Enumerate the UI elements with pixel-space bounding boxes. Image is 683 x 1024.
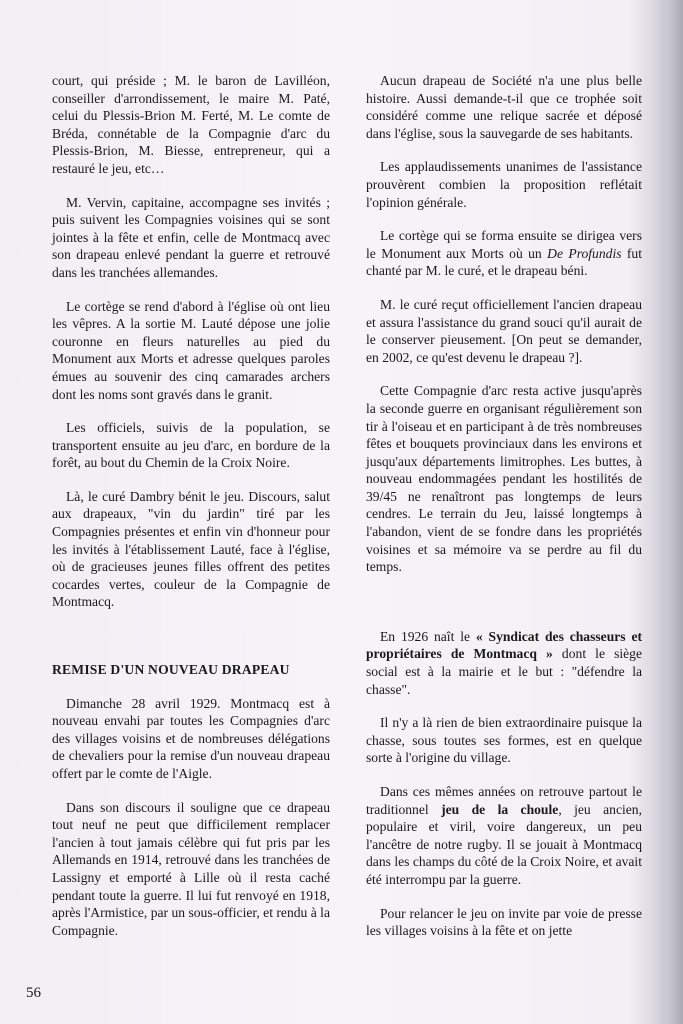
text-run: En 1926 naît le bbox=[380, 628, 476, 644]
paragraph: Pour relancer le jeu on invite par voie de presse les villages voisins à la fête et on jette bbox=[366, 905, 642, 939]
paragraph: Dimanche 28 avril 1929. Montmacq est à nouveau envahi par toutes les Compagnies d'arc des villages voisins et de nombreuses délégations de chevaliers pour la remise d'un nouveau drapeau offert par le comte de l'Aigle. bbox=[52, 695, 330, 781]
text-run: dont le siège social est à la mairie et le but : "défendre la chasse". bbox=[366, 646, 643, 697]
section-gap bbox=[52, 627, 330, 661]
page-edge-shadow bbox=[657, 0, 683, 1024]
section-gap bbox=[366, 592, 642, 628]
paragraph: M. le curé reçut officiellement l'ancien drapeau et assura l'assistance du grand souci qu'il aurait de le conserver pieusement. [On peut se demander, en 2002, ce qu'est devenu le drapeau ?]. bbox=[366, 296, 642, 365]
paragraph: Il n'y a là rien de bien extraordinaire puisque la chasse, sous toutes ses formes, est en quelque sorte à l'origine du village. bbox=[366, 715, 642, 766]
game-name: jeu de la choule bbox=[441, 801, 559, 817]
section-heading: REMISE D'UN NOUVEAU DRAPEAU bbox=[52, 662, 290, 678]
paragraph: Aucun drapeau de Société n'a une plus belle histoire. Aussi demande-t-il que ce trophée soit considéré comme une relique sacrée et déposé dans l'église, sous la sauvegarde de ses habitants. bbox=[366, 73, 642, 141]
paragraph bbox=[366, 628, 642, 698]
paragraph: Dans son discours il souligne que ce drapeau tout neuf ne peut que difficilement remplacer l'ancien à tout jamais célèbre qui fut pris par les Allemands en 1914, retrouvé dans les tranchées de Lassigny et emporté à Lille où il resta caché pendant toute la guerre. Il lui fut renvoyé en 1918, après l'Armistice, par un sous-officier, et rendu à la Compagnie. bbox=[52, 799, 330, 938]
latin-title: De Profundis bbox=[547, 245, 622, 261]
paragraph bbox=[366, 227, 642, 280]
paragraph: Les applaudissements unanimes de l'assistance prouvèrent combien la proposition reflétait l'opinion générale. bbox=[366, 159, 642, 210]
paragraph bbox=[366, 783, 642, 889]
paragraph: Le cortège se rend d'abord à l'église où ont lieu les vêpres. A la sortie M. Lauté dépose une jolie couronne en fleurs naturelles au pied du Monument aux Morts et adresse quelques paroles émues au souvenir des cinq camarades archers dont les noms sont gravés dans le granit. bbox=[52, 298, 330, 402]
syndicate-name: « Syndicat des chasseurs et propriétaires de Montmacq » bbox=[366, 628, 642, 662]
text-run: Dans ces mêmes années on retrouve partout le traditionnel bbox=[366, 784, 642, 817]
text-run: fut chanté par M. le curé, et le drapeau béni. bbox=[366, 245, 643, 279]
page-number: 56 bbox=[26, 985, 41, 1001]
paragraph: Les officiels, suivis de la population, se transportent ensuite au jeu d'arc, en bordure de la forêt, au bout du Chemin de la Croix Noire. bbox=[52, 420, 330, 471]
paragraph: Cette Compagnie d'arc resta active jusqu'après la seconde guerre en organisant régulièrement son tir à l'oiseau et en participant à de très nombreuses fêtes et bouquets provinciaux dans les environs et jusqu'aux départements limitrophes. Les buttes, à nouveau endommagées pendant les hostilités de 39/45 ne renaîtront pas longtemps de leurs cendres. Le terrain du Jeu, laissé longtemps à l'abandon, vient de se fondre dans les propriétés voisines et sa mémoire va se perdre au fil du temps. bbox=[366, 383, 642, 575]
paragraph: M. Vervin, capitaine, accompagne ses invités ; puis suivent les Compagnies voisines qui se sont jointes à la fête et enfin, celle de Montmacq avec son drapeau enlevé pendant la guerre et retrouvé dans les tranchées allemandes. bbox=[52, 194, 330, 280]
text-run: , jeu ancien, populaire et viril, voire dangereux, un peu l'ancêtre de notre rugby. Il se jouait à Montmacq dans les champs du côté de la Croix Noire, et avait été interrompu par la guerre. bbox=[366, 801, 642, 887]
paragraph: Là, le curé Dambry bénit le jeu. Discours, salut aux drapeaux, "vin du jardin" tiré par les Compagnies présentes et enfin vin d'honneur pour les invités à l'établissement Lauté, face à l'église, où de gracieuses jeunes filles offrent des petites cocardes vertes, couleur de la Compagnie de Montmacq. bbox=[52, 488, 330, 610]
right-column bbox=[366, 72, 642, 956]
left-column bbox=[52, 72, 330, 955]
text-run: Le cortège qui se forma ensuite se dirigea vers le Monument aux Morts où un bbox=[366, 228, 642, 261]
paragraph: court, qui préside ; M. le baron de Lavilléon, conseiller d'arrondissement, le maire M. Paté, celui du Plessis-Brion M. Ferté, M. Le comte de Bréda, connétable de la Compagnie d'arc du Plessis-Brion, M. Biesse, entrepreneur, qui a restauré le jeu, etc… bbox=[52, 73, 330, 176]
